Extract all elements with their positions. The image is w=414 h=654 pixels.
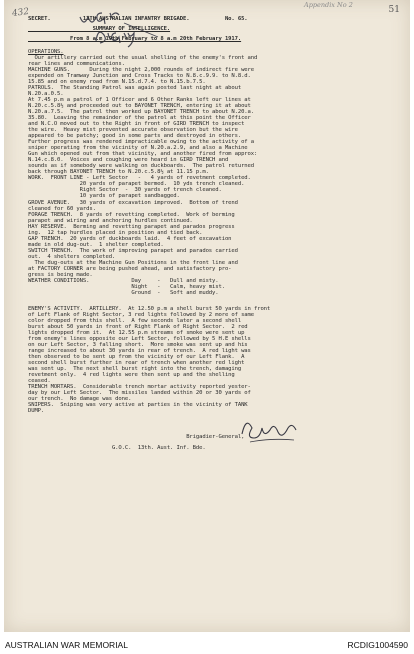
- doc-line: N.20.a.0.5.: [28, 91, 64, 97]
- doc-line: then observed to be sent up from the vicinity of our Left Flank. A: [28, 354, 245, 360]
- archive-reference-id: RCDIG1004590: [347, 640, 408, 650]
- doc-line: G.O.C. 13th. Aust. Inf. Bde.: [28, 445, 206, 451]
- archive-footer: [0, 632, 414, 654]
- doc-line: FORAGE TRENCH. 8 yards of revetting completed. Work of berming: [28, 212, 235, 218]
- doc-line: At 7.45 p.m a patrol of 1 Officer and 6 Other Ranks left our lines at: [28, 97, 251, 103]
- doc-line: 35.80. Leaving the remainder of the patrol at this point the Officer: [28, 115, 251, 121]
- doc-line: Our artillery carried out the usual shelling of the enemy's front and: [28, 55, 258, 61]
- doc-line: sounds as if somebody were walking on duckboards. The patrol returned: [28, 163, 254, 169]
- doc-line: Further progress was rendered impracticable owing to the activity of a: [28, 139, 254, 145]
- doc-line: N.14.c.8.0. Voices and coughing were heard in GIRD TRENCH and: [28, 157, 229, 163]
- doc-line: rear lines and communications.: [28, 61, 125, 67]
- doc-line: The dug-outs at the Machine Gun Positions in the front line and: [28, 260, 238, 266]
- doc-line: Gun which opened out from that vicinity, and another fired from approx:: [28, 151, 258, 157]
- doc-line: GAP TRENCH. 20 yards of duckboards laid. 4 feet of excavation: [28, 236, 232, 242]
- doc-line: Ground - Soft and muddy.: [28, 290, 219, 296]
- appendix-note: Appendix No 2: [304, 1, 353, 9]
- handwritten-signature: [236, 412, 306, 448]
- doc-line: 15.85 and on enemy road from N.15.d.7.4. to N.15.b.7.5.: [28, 79, 206, 85]
- doc-line: sniper operating from the vicinity of N.20.a.2.9, and also a Machine: [28, 145, 248, 151]
- doc-line: lights dropped from it. At 12.55 p.m streams of smoke were sent up: [28, 330, 245, 336]
- doc-line: SUMMARY OF INTELLIGENCE.: [28, 26, 171, 32]
- doc-line: cleaned for 60 yards.: [28, 206, 96, 212]
- doc-line: from enemy's lines opposite our Left Sector, followed by 5 H.E shells: [28, 336, 251, 342]
- doc-line: on our Left Sector, 3 falling short. More smoke was sent up and his: [28, 342, 248, 348]
- doc-line: out. 4 shelters completed.: [28, 254, 116, 260]
- doc-line: Right Sector - 30 yards of trench cleaned.: [28, 187, 222, 193]
- doc-line: Brigadier-General,: [28, 434, 245, 440]
- doc-line: SWITCH TRENCH. The work of improving parapet and parados carried: [28, 248, 238, 254]
- doc-line: 10 yards of parapet sandbagged.: [28, 193, 180, 199]
- doc-line: day by our Left Sector. The missiles landed within 20 or 30 yards of: [28, 390, 251, 396]
- document-page: [4, 0, 410, 632]
- page-number-stamped: 51: [388, 5, 400, 15]
- doc-line: HAY RESERVE. Berming and revetting parapet and parados progress: [28, 224, 235, 230]
- doc-line: 20 yards of parapet bermed. 10 yds trench cleaned.: [28, 181, 245, 187]
- doc-line: range increased to about 30 yards in rear of trench. A red light was: [28, 348, 251, 354]
- doc-line: OPERATIONS.: [28, 49, 64, 55]
- archive-name: AUSTRALIAN WAR MEMORIAL: [5, 640, 128, 650]
- doc-line: the wire. Heavy mist prevented accurate observation but the wire: [28, 127, 238, 133]
- doc-line: PATROLS. The Standing Patrol was again posted last night at about: [28, 85, 242, 91]
- doc-line: Night - Calm, heavy mist.: [28, 284, 225, 290]
- doc-line: our trench. No damage was done.: [28, 396, 132, 402]
- doc-line: burst about 50 yards in front of Right Flank of Right Sector. 2 red: [28, 324, 248, 330]
- doc-line: gress is being made.: [28, 272, 93, 278]
- doc-line: at FACTORY CORNER are being pushed ahead, and satisfactory pro-: [28, 266, 232, 272]
- doc-line: ceased.: [28, 378, 51, 384]
- doc-line: SNIPERS. Sniping was very active at parties in the vicinity of TANK: [28, 402, 248, 408]
- doc-line: revetment only. 4 red lights were then sent up and the shelling: [28, 372, 235, 378]
- page-number-handwritten: 432: [11, 6, 30, 20]
- doc-line: expended on Tramway Junction and Cross Tracks to N.8.c.9.9. to N.8.d.: [28, 73, 251, 79]
- doc-line: appeared to be patchy; good in some parts and destroyed in others.: [28, 133, 242, 139]
- doc-line: was sent up. The next shell burst right into the trench, damaging: [28, 366, 242, 372]
- doc-line: From 8 a.m 19th February to 8 a.m 20th February 1917.: [28, 36, 242, 42]
- doc-line: ENEMY'S ACTIVITY. ARTILLERY. At 12.50 p.m a shell burst 50 yards in front: [28, 306, 271, 312]
- doc-line: DUMP.: [28, 408, 45, 414]
- doc-line: parapet and wiring and anchoring hurdles continued.: [28, 218, 193, 224]
- doc-line: WORK. FRONT LINE - Left Sector - 4 yards of revetment completed.: [28, 175, 251, 181]
- doc-line: WEATHER CONDITIONS. Day - Dull and misty.: [28, 278, 219, 284]
- doc-line: made in old dug-out. 1 shelter completed.: [28, 242, 164, 248]
- doc-line: and N.C.O moved out to the Right in front of GIRD TRENCH to inspect: [28, 121, 245, 127]
- doc-line: N.20.a.7.5. The patrol then worked up BAYONET TRENCH to about N.20.a.: [28, 109, 254, 115]
- doc-line: N.20.c.5.8½ and proceeded out to BAYONET TRENCH, entering it at about: [28, 103, 251, 109]
- doc-line: of Left Flank of Right Sector, 3 red lights followed by 2 more of same: [28, 312, 254, 318]
- doc-line: TRENCH MORTARS. Considerable trench mortar activity reported yester-: [28, 384, 251, 390]
- doc-line: back through BAYONET TRENCH to N.20.c.5.8½ at 11.15 p.m.: [28, 169, 209, 175]
- doc-line: MACHINE GUNS. During the night 2,000 rounds of indirect fire were: [28, 67, 254, 73]
- doc-line: SECRET. 13TH AUSTRALIAN INFANTRY BRIGADE. No. 65.: [28, 16, 248, 22]
- doc-line: GROVE AVENUE. 30 yards of excavation improved. Bottom of trend: [28, 200, 238, 206]
- doc-line: second shell burst further in rear of trench when another red light: [28, 360, 245, 366]
- doc-line: color dropped from this shell. A few seconds later a second shell: [28, 318, 242, 324]
- doc-line: ing. 12 tap hurdles placed in position and tied back.: [28, 230, 203, 236]
